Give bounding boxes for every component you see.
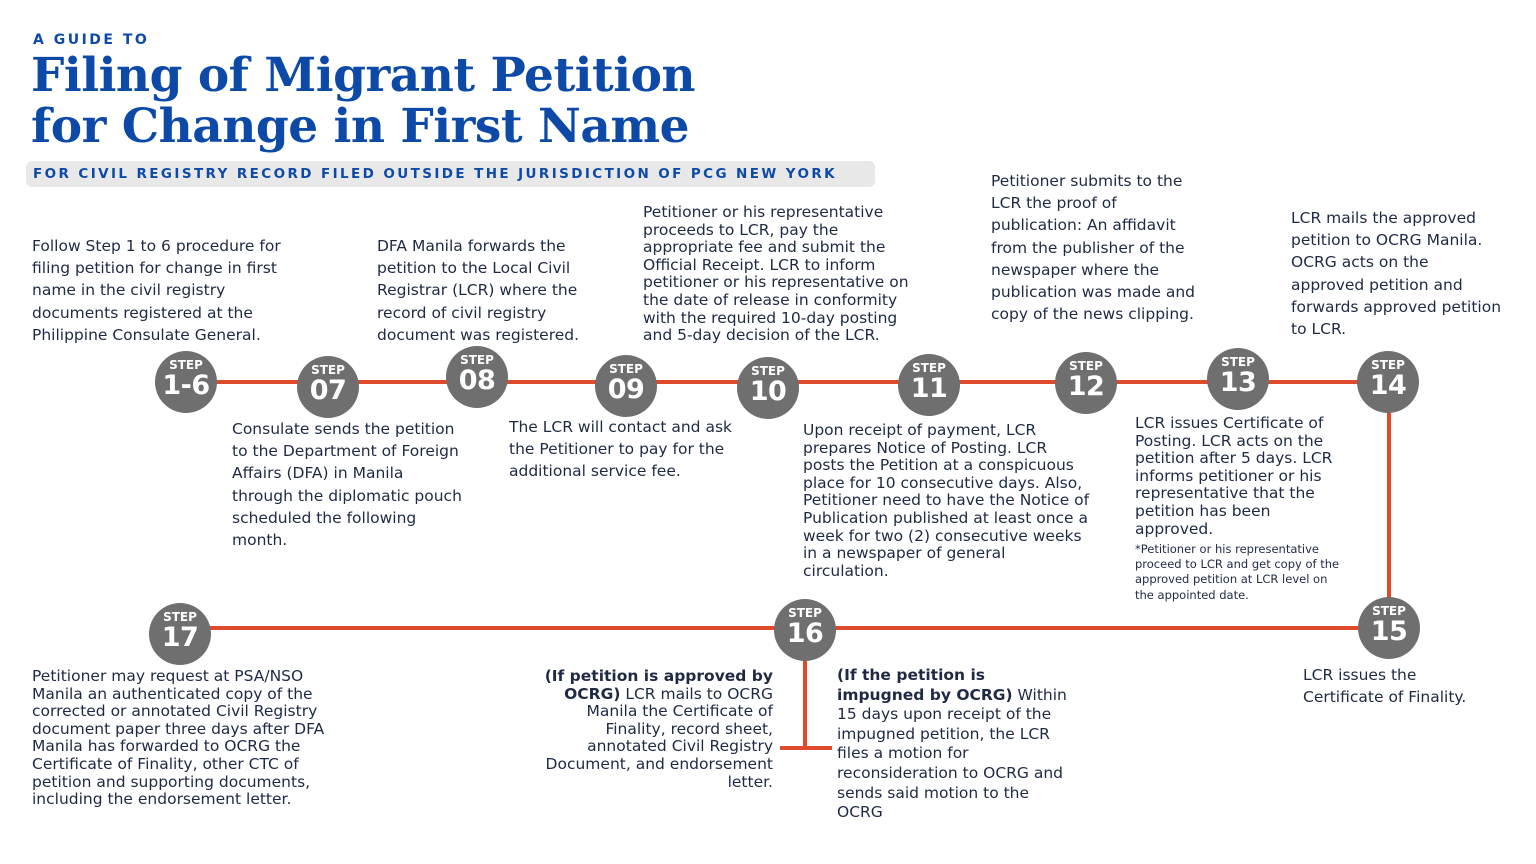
step-label: STEP [751, 364, 785, 378]
step-17-description: Petitioner may request at PSA/NSO Manila an authenticated copy of the corrected or annotated Civil Registry document paper three days after DFA Manila has forwarded to OCRG the Certificate of Finality, other CTC of petition and supporting documents, including the endorsement letter. [32, 667, 325, 809]
step-circle-11 [898, 354, 960, 416]
step-number: 11 [910, 373, 948, 404]
step-label: STEP [609, 362, 643, 376]
step-number: 12 [1067, 371, 1105, 402]
step-1-6-description: Follow Step 1 to 6 procedure for filing petition for change in first name in the civil registry documents registered at the Philippine Consulate General. [32, 237, 281, 344]
step-label: STEP [311, 363, 345, 377]
title-line-2: for Change in First Name [31, 99, 689, 154]
step-circle-08 [446, 346, 508, 408]
step-07-description: Consulate sends the petition to the Department of Foreign Affairs (DFA) in Manila through the diplomatic pouch scheduled the following month. [232, 420, 462, 550]
step-13-note: *Petitioner or his representative proceed to LCR and get copy of the approved petition at LCR level on the appointed date. [1135, 542, 1340, 602]
step-label: STEP [912, 361, 946, 375]
step-label: STEP [460, 353, 494, 367]
step-number: 15 [1370, 616, 1408, 647]
step-circle-10 [737, 357, 799, 419]
step-13-description: LCR issues Certificate of Posting. LCR acts on the petition after 5 days. LCR informs petitioner or his representative that the petition has been approved. [1135, 414, 1333, 538]
step-label: STEP [1069, 359, 1103, 373]
step-number: 09 [607, 374, 645, 405]
step-number: 17 [161, 622, 199, 653]
step-12-description: Petitioner submits to the LCR the proof of publication: An affidavit from the publisher of the newspaper where the publication was made and copy of the news clipping. [991, 172, 1195, 324]
step-circle-12 [1055, 352, 1117, 414]
step-number: 08 [458, 365, 496, 396]
step-circle-09 [595, 355, 657, 417]
step-circle-16 [774, 599, 836, 661]
step-label: STEP [1371, 358, 1405, 372]
step-label: STEP [1221, 355, 1255, 369]
step-14-description: LCR mails the approved petition to OCRG Manila. OCRG acts on the approved petition and forwards approved petition to LCR. [1291, 209, 1502, 339]
step-number: 1-6 [162, 370, 210, 401]
subtitle-banner: FOR CIVIL REGISTRY RECORD FILED OUTSIDE THE JURISDICTION OF PCG NEW YORK [26, 161, 875, 187]
step-circle-14 [1357, 351, 1419, 413]
step-number: 07 [309, 375, 347, 406]
step-circle-1-6 [155, 351, 217, 413]
guide-kicker: A GUIDE TO [33, 32, 150, 48]
step-circle-15 [1358, 597, 1420, 659]
step-number: 10 [749, 376, 787, 407]
step-label: STEP [169, 358, 203, 372]
title-line-1: Filing of Migrant Petition [31, 48, 696, 103]
step-label: STEP [788, 606, 822, 620]
step-label: STEP [163, 610, 197, 624]
step-number: 14 [1369, 370, 1407, 401]
step-16-approved-condition: (If petition is approved by OCRG) [544, 667, 773, 703]
step-number: 16 [786, 618, 824, 649]
step-08-description: DFA Manila forwards the petition to the Local Civil Registrar (LCR) where the record of civil registry document was registered. [377, 237, 580, 344]
step-16-impugned-description [837, 666, 1075, 823]
step-circle-13 [1207, 348, 1269, 410]
step-10-description: Petitioner or his representative proceeds to LCR, pay the appropriate fee and submit the Official Receipt. LCR to inform petitioner or his representative on the date of release in conformity with the required 10-day posting and 5-day decision of the LCR. [643, 203, 909, 345]
step-label: STEP [1372, 604, 1406, 618]
step-16-approved-description [526, 668, 773, 791]
step-15-description: LCR issues the Certificate of Finality. [1303, 666, 1467, 707]
step-16-approved-text: LCR mails to OCRG Manila the Certificate of Finality, record sheet, annotated Civil Registry Document, and endorsement letter. [545, 684, 773, 791]
step-09-description: The LCR will contact and ask the Petitioner to pay for the additional service fee. [509, 418, 733, 481]
step-circle-17 [149, 603, 211, 665]
step-16-impugned-condition: (If the petition is impugned by OCRG) [837, 666, 1013, 704]
step-circle-07 [297, 356, 359, 418]
step-16-impugned-text: Within 15 days upon receipt of the impugned petition, the LCR files a motion for reconsideration to OCRG and sends said motion to the OCRG [837, 685, 1067, 822]
step-11-description: Upon receipt of payment, LCR prepares Notice of Posting. LCR posts the Petition at a conspicuous place for 10 consecutive days. Also, Petitioner need to have the Notice of Publication published at least once a week for two (2) consecutive weeks in a newspaper of general circulation. [803, 421, 1090, 580]
step-number: 13 [1219, 367, 1257, 398]
